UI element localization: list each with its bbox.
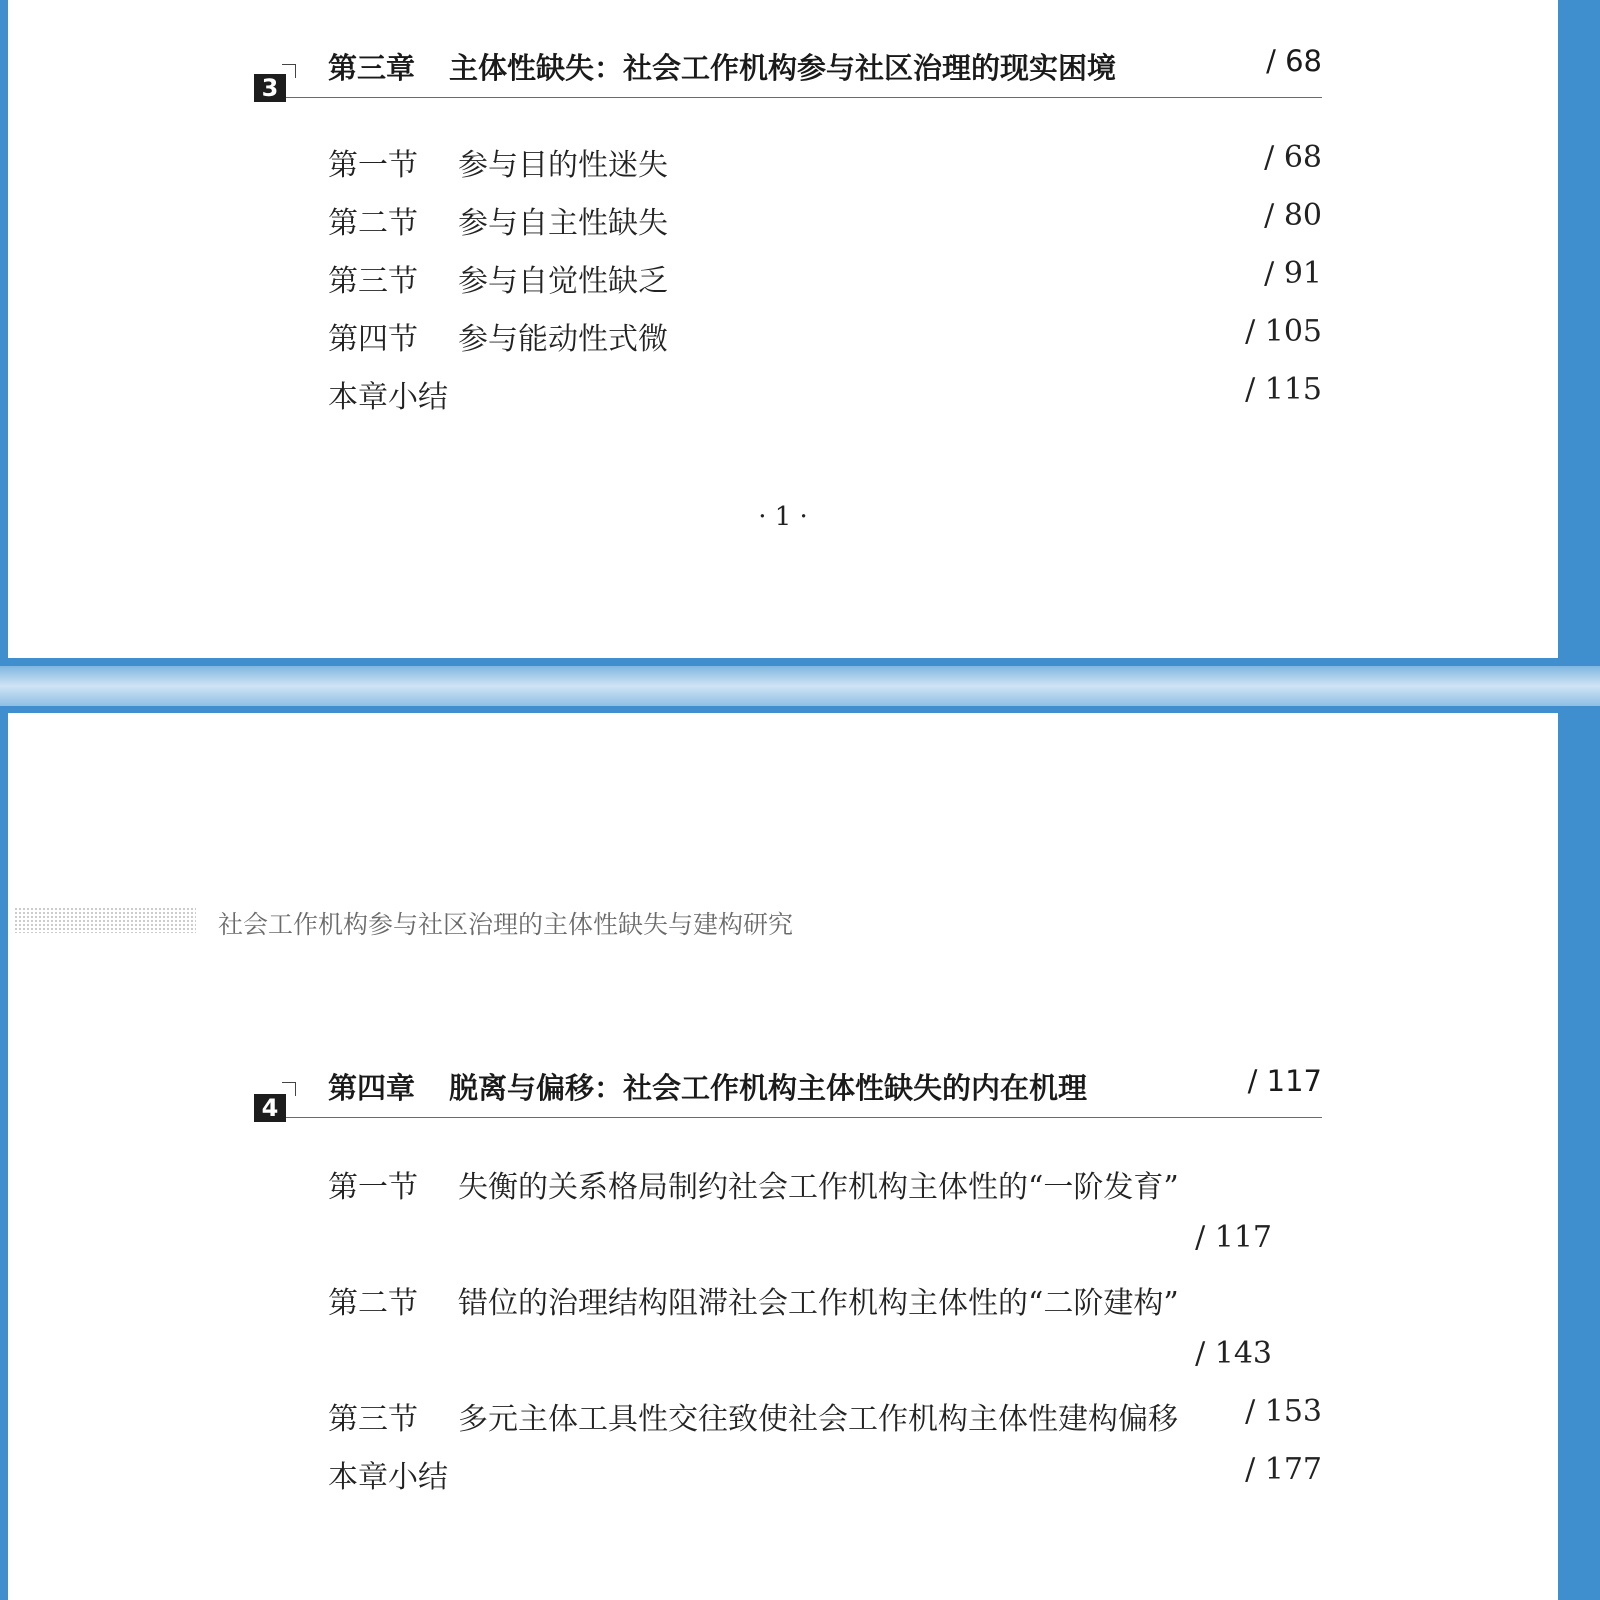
section-page-number: / 80 [1264, 198, 1322, 233]
page-folio: · 1 · [758, 502, 808, 532]
page-top [8, 0, 1558, 658]
toc-entry[interactable] [328, 256, 1322, 299]
section-title: 多元主体工具性交往致使社会工作机构主体性建构偏移 [458, 1402, 1178, 1437]
toc-entry[interactable] [328, 1278, 1322, 1321]
chapter-title [328, 1066, 1087, 1107]
chapter-label: 第三章 [328, 51, 416, 85]
section-page-number: / 91 [1264, 256, 1322, 291]
section-page-number: / 68 [1264, 140, 1322, 175]
chapter-label: 第四章 [328, 1071, 416, 1105]
summary-page-number: / 177 [1245, 1452, 1322, 1487]
running-head-text: 社会工作机构参与社区治理的主体性缺失与建构研究 [218, 910, 794, 939]
chapter-number-badge: 4 [254, 1094, 286, 1122]
section-title: 错位的治理结构阻滞社会工作机构主体性的“二阶建构” [458, 1286, 1179, 1321]
section-title: 参与自觉性缺乏 [458, 264, 668, 299]
section-title: 参与能动性式微 [458, 322, 668, 357]
section-label: 第一节 [328, 148, 418, 183]
section-page-number: / 143 [1195, 1336, 1272, 1371]
toc-entry[interactable] [328, 1394, 1322, 1437]
section-label: 第一节 [328, 1170, 418, 1205]
chapter-page-number: / 117 [1247, 1064, 1322, 1098]
chapter-4-heading[interactable] [254, 1060, 1322, 1124]
chapter-rule [286, 1117, 1322, 1118]
section-title: 失衡的关系格局制约社会工作机构主体性的“一阶发育” [458, 1170, 1179, 1205]
section-title: 参与自主性缺失 [458, 206, 668, 241]
toc-entry[interactable] [328, 140, 1322, 183]
chapter-title-text: 脱离与偏移：社会工作机构主体性缺失的内在机理 [449, 1071, 1088, 1105]
dotted-ornament [14, 907, 196, 933]
section-label: 第二节 [328, 206, 418, 241]
section-title: 参与目的性迷失 [458, 148, 668, 183]
page-bottom [8, 713, 1558, 1600]
chapter-title [328, 46, 1116, 87]
section-label: 第三节 [328, 1402, 418, 1437]
summary-label: 本章小结 [328, 1460, 448, 1495]
section-page-number: / 105 [1245, 314, 1322, 349]
section-page-number: / 117 [1195, 1220, 1272, 1255]
chapter-title-text: 主体性缺失：社会工作机构参与社区治理的现实困境 [449, 51, 1117, 85]
summary-page-number: / 115 [1245, 372, 1322, 407]
page-gap [0, 666, 1600, 706]
toc-entry-summary[interactable] [328, 1452, 1322, 1495]
summary-label: 本章小结 [328, 380, 448, 415]
corner-mark-icon [282, 1082, 296, 1096]
toc-entry-summary[interactable] [328, 372, 1322, 415]
section-label: 第四节 [328, 322, 418, 357]
chapter-3-heading[interactable] [254, 40, 1322, 104]
section-label: 第二节 [328, 1286, 418, 1321]
toc-entry[interactable] [328, 1162, 1322, 1205]
corner-mark-icon [282, 64, 296, 78]
chapter-rule [286, 97, 1322, 98]
running-head [8, 905, 908, 939]
section-label: 第三节 [328, 264, 418, 299]
chapter-page-number: / 68 [1266, 44, 1322, 78]
toc-entry[interactable] [328, 314, 1322, 357]
section-page-number: / 153 [1245, 1394, 1322, 1429]
toc-entry[interactable] [328, 198, 1322, 241]
chapter-number-badge: 3 [254, 74, 286, 102]
